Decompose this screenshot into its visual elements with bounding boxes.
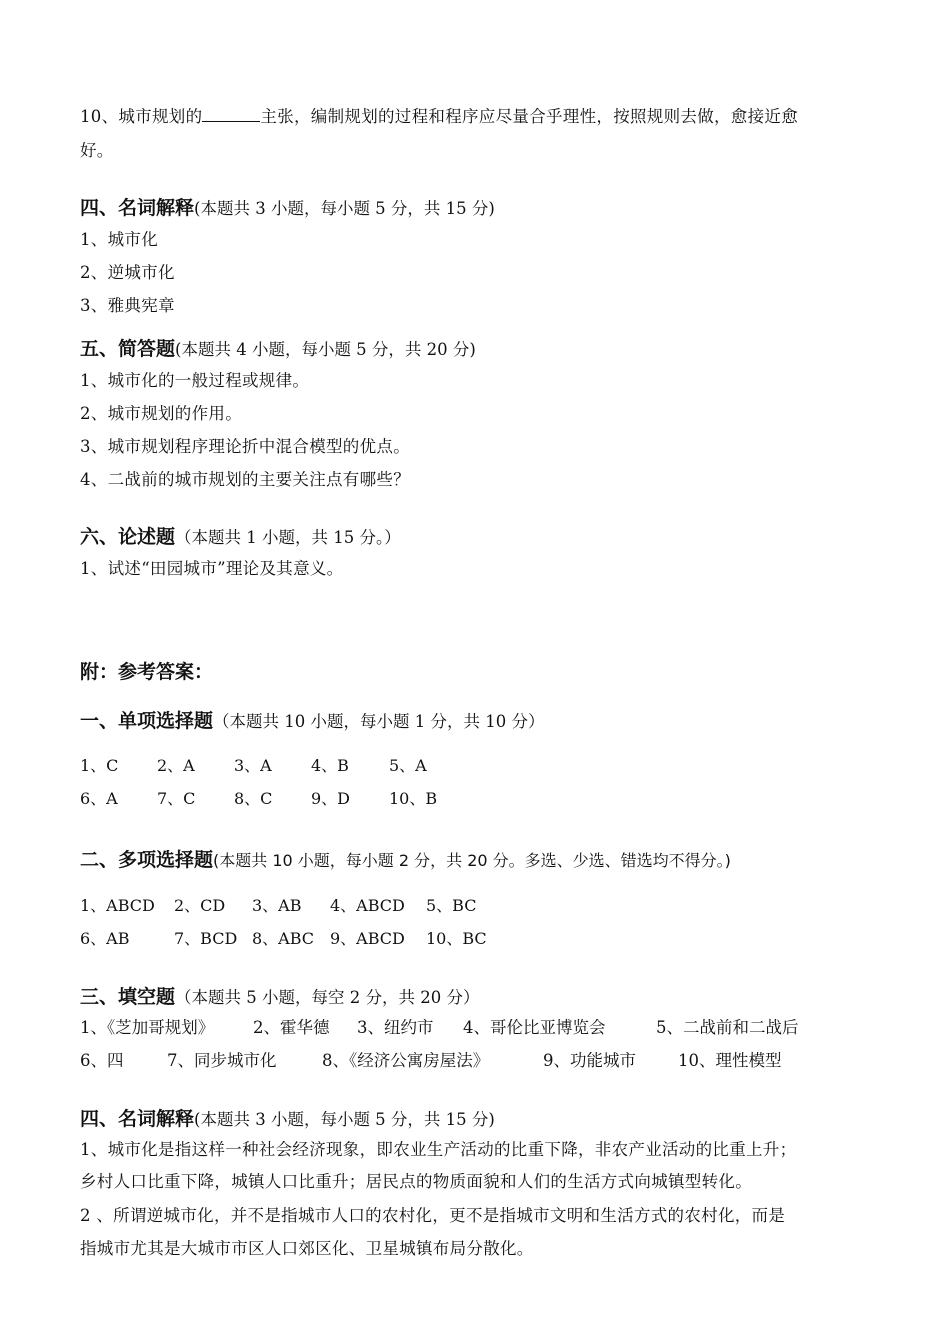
answer-4-para-1-line-2: 乡村人口比重下降，城镇人口比重升；居民点的物质面貌和人们的生活方式向城镇型转化。 [80,1172,752,1191]
answer-2-row-2 [80,926,487,949]
answer-1-heading [80,706,544,733]
answer-4-note: (本题共 3 小题，每小题 5 分，共 15 分) [194,1110,495,1129]
section-4-item-2: 2、逆城市化 [80,263,175,282]
answer-blank [202,107,260,122]
answer-item: 10、理性模型 [678,1051,782,1070]
answer-4-para-1-line-1: 1、城市化是指这样一种社会经济现象，即农业生产活动的比重下降，非农产业活动的比重上升； [80,1140,797,1159]
answer-item: 10、BC [426,929,487,948]
section-5-note: (本题共 4 小题，每小题 5 分，共 20 分) [175,340,476,359]
answer-item: 2、CD [174,896,226,915]
answer-1-title: 一、单项选择题 [80,710,214,732]
section-5-item-3: 3、城市规划程序理论折中混合模型的优点。 [80,437,410,456]
answer-item: 4、B [311,756,349,775]
answer-3-row-1 [80,1014,799,1038]
answer-4-para-2-line-1: 2 、所谓逆城市化，并不是指城市人口的农村化，更不是指城市文明和生活方式的农村化，而是 [80,1206,786,1225]
section-4-heading [80,193,495,220]
answer-2-row-1 [80,893,476,916]
answer-item: 2、霍华德 [253,1018,330,1037]
answer-item: 3、A [234,756,272,775]
answer-4-para-2-line-2: 指城市尤其是大城市市区人口郊区化、卫星城镇布局分散化。 [80,1239,534,1258]
answer-item: 1、《芝加哥规划》 [80,1018,215,1037]
section-6-item-1: 1、试述“田园城市”理论及其意义。 [80,559,344,578]
answer-2-note: (本题共 10 小题，每小题 2 分，共 20 分。多选、少选、错选均不得分。) [213,851,731,870]
answer-item: 9、D [311,789,351,808]
answer-item: 6、AB [80,929,130,948]
answer-item: 5、二战前和二战后 [656,1018,799,1037]
section-5-item-1: 1、城市化的一般过程或规律。 [80,371,310,390]
answer-item: 5、BC [426,896,477,915]
answer-item: 9、功能城市 [543,1051,636,1070]
answer-item: 8、《经济公寓房屋法》 [322,1051,490,1070]
answer-1-row-2 [80,786,437,809]
question-10-suffix: 主张，编制规划的过程和程序应尽量合乎理性，按照规则去做，愈接近愈 [260,107,799,126]
answer-item: 8、ABC [252,929,315,948]
answer-item: 9、ABCD [330,929,405,948]
answer-3-heading [80,982,479,1009]
question-10-prefix: 10、城市规划的 [80,107,203,126]
answer-item: 7、BCD [174,929,238,948]
answer-item: 4、哥伦比亚博览会 [463,1018,606,1037]
answer-item: 6、A [80,789,118,808]
answer-item: 5、A [389,756,427,775]
appendix-heading [80,657,213,684]
answer-item: 2、A [157,756,195,775]
question-10 [80,103,798,127]
appendix-title: 附：参考答案： [80,661,214,683]
answer-3-note: （本题共 5 小题，每空 2 分，共 20 分） [175,988,480,1007]
section-6-note: （本题共 1 小题，共 15 分。） [175,528,401,547]
answer-3-row-2 [80,1047,782,1071]
answer-item: 10、B [389,789,438,808]
answer-item: 3、纽约市 [357,1018,434,1037]
answer-4-heading [80,1104,495,1131]
section-4-item-1: 1、城市化 [80,230,158,249]
answer-3-title: 三、填空题 [80,986,176,1008]
section-6-title: 六、论述题 [80,526,176,548]
section-4-note: (本题共 3 小题，每小题 5 分，共 15 分) [194,199,495,218]
answer-item: 4、ABCD [330,896,405,915]
answer-item: 1、ABCD [80,896,155,915]
answer-2-title: 二、多项选择题 [80,849,214,871]
section-4-item-3: 3、雅典宪章 [80,296,175,315]
answer-item: 6、四 [80,1051,124,1070]
section-6-heading [80,522,401,549]
question-10-continuation: 好。 [80,141,114,160]
answer-1-row-1 [80,753,427,776]
answer-item: 7、C [157,789,196,808]
section-5-item-2: 2、城市规划的作用。 [80,404,242,423]
answer-item: 1、C [80,756,119,775]
answer-item: 3、AB [252,896,302,915]
section-5-item-4: 4、二战前的城市规划的主要关注点有哪些？ [80,470,410,489]
section-4-title: 四、名词解释 [80,197,195,219]
answer-4-title: 四、名词解释 [80,1108,195,1130]
answer-1-note: （本题共 10 小题，每小题 1 分，共 10 分） [213,712,545,731]
answer-2-heading [80,845,731,872]
section-5-title: 五、简答题 [80,338,176,360]
answer-item: 8、C [234,789,273,808]
answer-item: 7、同步城市化 [167,1051,277,1070]
section-5-heading [80,334,476,361]
